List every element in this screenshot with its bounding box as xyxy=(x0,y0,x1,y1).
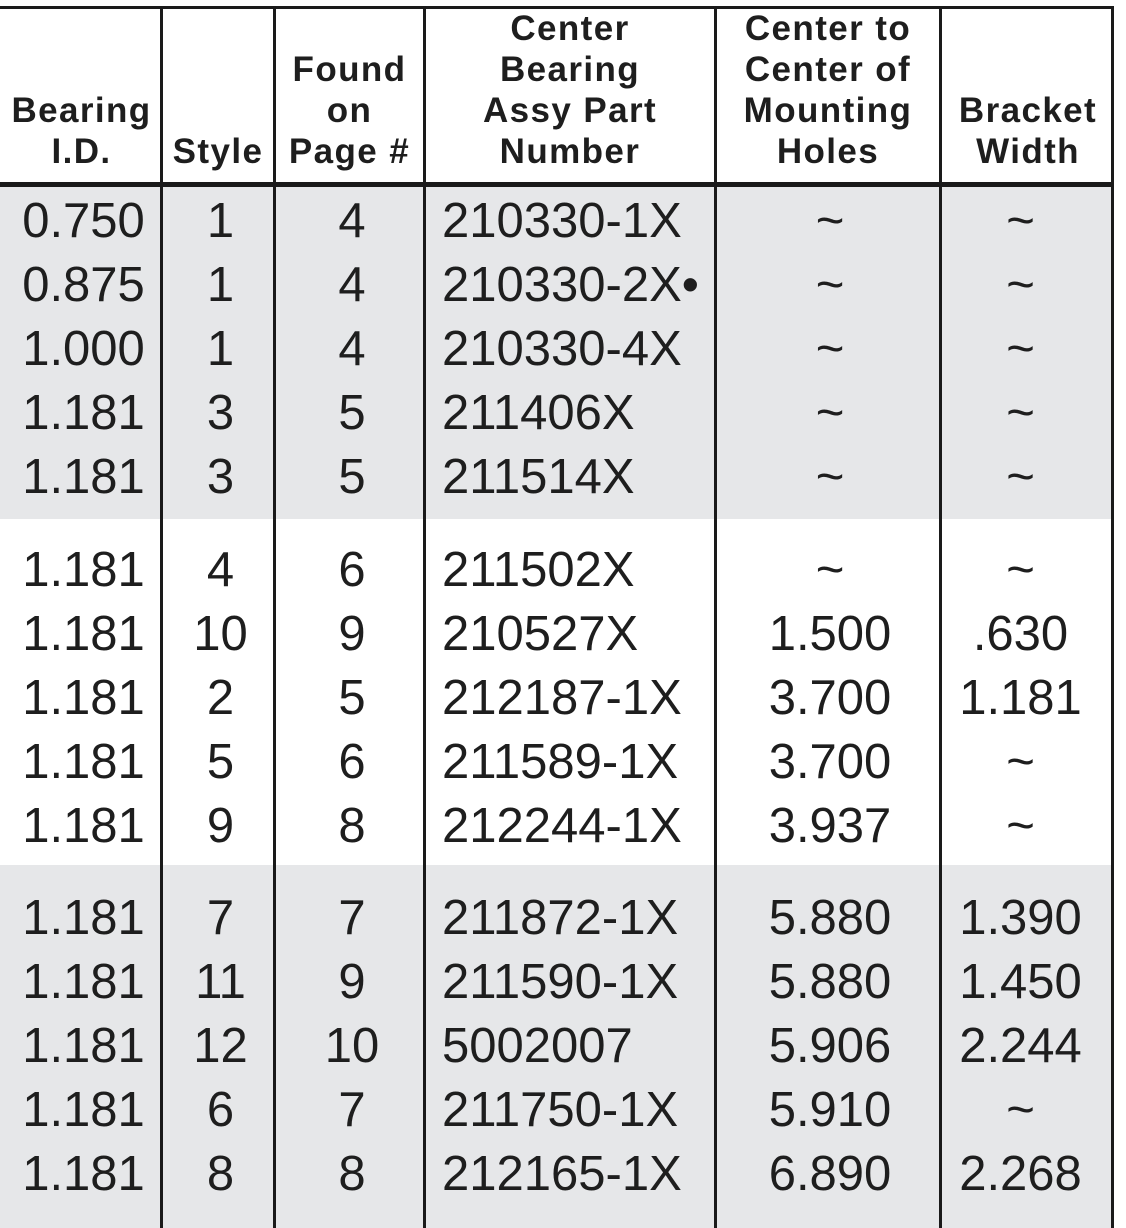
part-number-cell: 211872-1X xyxy=(442,891,679,945)
bracket-width-cell: ~ xyxy=(1006,258,1035,312)
header-part-number: Center Bearing Assy Part Number xyxy=(482,9,658,171)
bearing-id-cell: 1.000 xyxy=(22,322,145,376)
part-number-cell: 210330-1X xyxy=(442,194,682,248)
bearing-id-cell: 1.181 xyxy=(22,1147,145,1201)
bearing-id-cell: 1.181 xyxy=(22,1083,145,1137)
center-holes-cell: 6.890 xyxy=(768,1147,892,1201)
page-cell: 5 xyxy=(338,386,366,440)
part-number-cell: 211514X xyxy=(442,450,635,504)
bracket-width-cell: 1.450 xyxy=(959,955,1082,1009)
page-cell: 7 xyxy=(338,1083,366,1137)
bracket-width-cell: ~ xyxy=(1006,322,1035,376)
bracket-width-cell: ~ xyxy=(1006,1083,1035,1137)
page-cell: 6 xyxy=(338,543,366,597)
part-number-cell: 5002007 xyxy=(442,1019,633,1073)
style-cell: 2 xyxy=(206,671,235,725)
part-number-cell: 211502X xyxy=(442,543,635,597)
center-holes-cell: 5.910 xyxy=(768,1083,892,1137)
bracket-width-cell: 2.244 xyxy=(959,1019,1082,1073)
table-row xyxy=(0,317,1114,381)
center-holes-cell: ~ xyxy=(815,543,845,597)
header-found-on-page: Found on Page # xyxy=(288,50,411,171)
center-holes-cell: 3.700 xyxy=(768,735,892,789)
header-bearing-id: Bearing I.D. xyxy=(11,91,152,171)
style-cell: 7 xyxy=(206,891,235,945)
style-cell: 1 xyxy=(206,258,235,312)
bearing-id-cell: 1.181 xyxy=(22,891,145,945)
part-number-cell: 210527X xyxy=(442,607,639,661)
bearing-id-cell: 1.181 xyxy=(22,799,145,853)
center-holes-cell: 5.880 xyxy=(768,891,892,945)
bracket-width-cell: ~ xyxy=(1006,450,1035,504)
header-center-to-center: Center to Center of Mounting Holes xyxy=(743,9,913,171)
bearing-id-cell: 1.181 xyxy=(22,671,145,725)
center-holes-cell: ~ xyxy=(815,194,845,248)
style-cell: 1 xyxy=(206,194,235,248)
bearing-id-cell: 1.181 xyxy=(22,450,145,504)
bracket-width-cell: ~ xyxy=(1006,735,1035,789)
page-cell: 4 xyxy=(338,322,366,376)
page-cell: 7 xyxy=(338,891,366,945)
page-cell: 9 xyxy=(338,955,366,1009)
part-number-cell: 211589-1X xyxy=(442,735,679,789)
table-row xyxy=(0,602,1114,666)
table-row xyxy=(0,1078,1114,1142)
center-holes-cell: ~ xyxy=(815,258,845,312)
bearing-id-cell: 1.181 xyxy=(22,955,145,1009)
center-holes-cell: 5.880 xyxy=(768,955,892,1009)
part-number-cell: 211750-1X xyxy=(442,1083,679,1137)
bracket-width-cell: .630 xyxy=(972,607,1069,661)
center-holes-cell: ~ xyxy=(815,322,845,376)
page-cell: 8 xyxy=(338,799,366,853)
style-cell: 8 xyxy=(206,1147,235,1201)
table-row xyxy=(0,189,1114,253)
page-cell: 10 xyxy=(324,1019,380,1073)
page-cell: 9 xyxy=(338,607,366,661)
style-cell: 10 xyxy=(193,607,248,661)
page-cell: 4 xyxy=(338,194,366,248)
header-style: Style xyxy=(172,132,264,171)
table-row xyxy=(0,538,1114,602)
center-holes-cell: ~ xyxy=(815,450,845,504)
style-cell: 3 xyxy=(206,450,235,504)
center-holes-cell: 5.906 xyxy=(768,1019,892,1073)
part-number-cell: 212187-1X xyxy=(442,671,682,725)
bracket-width-cell: ~ xyxy=(1006,799,1035,853)
table-row xyxy=(0,666,1114,730)
table-row xyxy=(0,1142,1114,1206)
bracket-width-cell: 1.181 xyxy=(959,671,1082,725)
style-cell: 9 xyxy=(206,799,235,853)
center-holes-cell: ~ xyxy=(815,386,845,440)
part-number-cell: 212244-1X xyxy=(442,799,682,853)
header-bracket-width: Bracket Width xyxy=(958,91,1098,171)
page-cell: 8 xyxy=(338,1147,366,1201)
style-cell: 1 xyxy=(206,322,235,376)
part-number-cell: 211406X xyxy=(442,386,635,440)
bearing-id-cell: 1.181 xyxy=(22,735,145,789)
page-cell: 5 xyxy=(338,671,366,725)
bracket-width-cell: 2.268 xyxy=(959,1147,1082,1201)
part-number-cell: 211590-1X xyxy=(442,955,679,1009)
page-cell: 5 xyxy=(338,450,366,504)
table-row xyxy=(0,381,1114,445)
part-number-cell: 212165-1X xyxy=(442,1147,682,1201)
table-row xyxy=(0,253,1114,317)
bearing-id-cell: 1.181 xyxy=(22,607,145,661)
table-row xyxy=(0,1014,1114,1078)
part-number-cell: 210330-4X xyxy=(442,322,682,376)
bearing-id-cell: 1.181 xyxy=(22,1019,145,1073)
table-row xyxy=(0,730,1114,794)
page-cell: 6 xyxy=(338,735,366,789)
center-holes-cell: 3.937 xyxy=(768,799,892,853)
style-cell: 12 xyxy=(193,1019,248,1073)
table-row xyxy=(0,886,1114,950)
part-number-cell: 210330-2X• xyxy=(442,258,699,312)
header-divider xyxy=(0,182,1114,187)
bracket-width-cell: ~ xyxy=(1006,386,1035,440)
bearing-id-cell: 1.181 xyxy=(22,386,145,440)
bearing-id-cell: 0.750 xyxy=(22,194,145,248)
bearing-id-cell: 1.181 xyxy=(22,543,145,597)
center-holes-cell: 1.500 xyxy=(768,607,892,661)
style-cell: 4 xyxy=(206,543,235,597)
table-row xyxy=(0,445,1114,509)
page-cell: 4 xyxy=(338,258,366,312)
style-cell: 6 xyxy=(206,1083,235,1137)
table-row xyxy=(0,794,1114,858)
center-holes-cell: 3.700 xyxy=(768,671,892,725)
style-cell: 3 xyxy=(206,386,235,440)
style-cell: 5 xyxy=(206,735,235,789)
bracket-width-cell: ~ xyxy=(1006,543,1035,597)
bracket-width-cell: ~ xyxy=(1006,194,1035,248)
bearing-id-cell: 0.875 xyxy=(22,258,145,312)
table-row xyxy=(0,950,1114,1014)
style-cell: 11 xyxy=(195,955,246,1009)
bracket-width-cell: 1.390 xyxy=(959,891,1082,945)
